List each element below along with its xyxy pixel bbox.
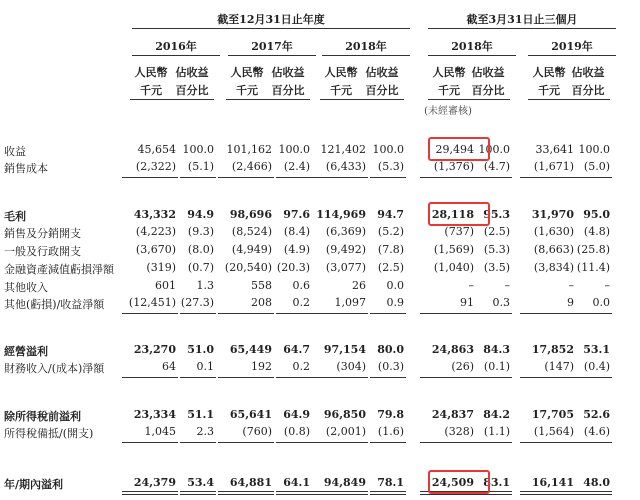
table-cell: 28,118 xyxy=(431,208,474,221)
subtotal-rule xyxy=(370,442,406,443)
subtotal-rule xyxy=(312,177,368,178)
subtotal-rule xyxy=(476,377,512,378)
subtotal-rule xyxy=(218,442,274,443)
column-subheader-pct: 百分比 xyxy=(571,84,605,97)
table-cell: 100.0 xyxy=(372,143,404,156)
table-cell: (25.8) xyxy=(576,243,610,256)
table-cell: (4.6) xyxy=(583,425,610,438)
row-label: 銷售成本 xyxy=(4,162,48,175)
table-cell: (737) xyxy=(444,225,474,238)
column-subheader-rmb: 千元 xyxy=(140,84,162,97)
year-header-2016: 2016年 xyxy=(155,40,197,53)
table-cell: (4,949) xyxy=(231,243,272,256)
table-cell: (9.3) xyxy=(187,225,214,238)
subtotal-rule xyxy=(122,442,178,443)
table-cell: 0.6 xyxy=(292,279,310,292)
row-label: 銷售及分銷開支 xyxy=(4,227,81,240)
table-cell: (20.3) xyxy=(276,261,310,274)
table-cell: (304) xyxy=(336,360,366,373)
column-subheader-rmb: 千元 xyxy=(538,84,560,97)
subtotal-rule xyxy=(276,313,312,314)
subtotal-rule xyxy=(312,377,368,378)
table-cell: (5.3) xyxy=(483,243,510,256)
total-double-rule xyxy=(420,494,476,495)
table-cell: 65,449 xyxy=(229,343,272,356)
subtotal-rule xyxy=(576,313,612,314)
subtotal-rule xyxy=(122,313,178,314)
subtotal-rule xyxy=(420,377,476,378)
column-subheader-pct: 百分比 xyxy=(271,84,305,97)
subtotal-rule xyxy=(576,377,612,378)
table-cell: 100.0 xyxy=(278,143,310,156)
row-label: 除所得稅前溢利 xyxy=(4,410,81,423)
row-label: 一般及行政開支 xyxy=(4,245,81,258)
table-cell: 0.0 xyxy=(386,279,404,292)
column-subheader-underline xyxy=(320,99,366,100)
column-subheader-rmb: 人民幣 xyxy=(432,66,466,79)
table-cell: (9,492) xyxy=(325,243,366,256)
column-subheader-pct: 百分比 xyxy=(175,84,209,97)
column-subheader-pct: 佔收益 xyxy=(175,66,209,79)
period-header-q: 截至3月31日止三個月 xyxy=(466,13,578,26)
highlight-box-gross-profit-2018-q xyxy=(428,202,490,226)
table-cell: 65,641 xyxy=(229,408,272,421)
subtotal-rule xyxy=(520,442,576,443)
highlight-box-profit-2018-q xyxy=(428,470,490,494)
subtotal-rule xyxy=(520,177,576,178)
table-cell: 1.3 xyxy=(196,279,214,292)
year-underline xyxy=(228,55,316,56)
table-cell: (6,433) xyxy=(325,160,366,173)
table-cell: 84.3 xyxy=(483,343,510,356)
table-cell: (1,630) xyxy=(533,225,574,238)
table-cell: 1,045 xyxy=(144,425,176,438)
table-cell: 48.0 xyxy=(583,476,610,489)
table-cell: 0.2 xyxy=(292,296,310,309)
table-cell: 91 xyxy=(460,296,474,309)
table-cell: (27.3) xyxy=(180,296,214,309)
table-cell: 53.4 xyxy=(187,476,214,489)
highlight-box-revenue-2018-q xyxy=(428,137,490,161)
table-cell: (3,670) xyxy=(135,243,176,256)
year-underline xyxy=(428,55,516,56)
total-double-rule xyxy=(276,494,312,495)
table-cell: (11.4) xyxy=(576,261,610,274)
table-cell: 2.3 xyxy=(196,425,214,438)
total-double-rule xyxy=(122,494,178,495)
table-cell: 64.7 xyxy=(283,343,310,356)
table-cell: (1,671) xyxy=(533,160,574,173)
total-double-rule xyxy=(520,491,576,492)
table-cell: (1,564) xyxy=(533,425,574,438)
column-subheader-underline xyxy=(428,99,474,100)
total-double-rule xyxy=(180,491,216,492)
table-cell: (2,001) xyxy=(325,425,366,438)
table-cell: (20,540) xyxy=(224,261,272,274)
subtotal-rule xyxy=(420,313,476,314)
table-cell: 114,969 xyxy=(316,208,366,221)
column-subheader-rmb: 人民幣 xyxy=(230,66,264,79)
table-cell: (5.0) xyxy=(583,160,610,173)
table-cell: 79.8 xyxy=(377,408,404,421)
table-cell: 24,837 xyxy=(431,408,474,421)
subtotal-rule xyxy=(520,313,576,314)
column-subheader-pct: 百分比 xyxy=(471,84,505,97)
table-cell: (2,322) xyxy=(135,160,176,173)
table-cell: (3.5) xyxy=(483,261,510,274)
column-subheader-underline xyxy=(174,99,214,100)
table-cell: 23,334 xyxy=(133,408,176,421)
table-cell: (1,569) xyxy=(433,243,474,256)
table-cell: (2,466) xyxy=(231,160,272,173)
subtotal-rule xyxy=(180,442,216,443)
table-cell: 0.9 xyxy=(386,296,404,309)
table-cell: 64 xyxy=(162,360,176,373)
table-cell: (1,376) xyxy=(433,160,474,173)
column-subheader-pct: 百分比 xyxy=(365,84,399,97)
table-cell: 101,162 xyxy=(226,143,272,156)
total-double-rule xyxy=(370,494,406,495)
subtotal-rule xyxy=(576,442,612,443)
table-cell: (5.3) xyxy=(377,160,404,173)
table-cell: 9 xyxy=(567,296,574,309)
table-cell: (4,223) xyxy=(135,225,176,238)
row-label: 毛利 xyxy=(4,210,26,223)
table-cell: (8.4) xyxy=(283,225,310,238)
year-header-2019-q: 2019年 xyxy=(551,40,593,53)
table-cell: (3,077) xyxy=(325,261,366,274)
table-cell: (2.5) xyxy=(377,261,404,274)
table-cell: 0.1 xyxy=(196,360,214,373)
table-cell: 43,332 xyxy=(133,208,176,221)
column-subheader-underline xyxy=(528,99,574,100)
table-cell: 24,379 xyxy=(133,476,176,489)
table-cell: (4.8) xyxy=(583,225,610,238)
column-subheader-rmb: 千元 xyxy=(438,84,460,97)
table-cell: 121,402 xyxy=(320,143,366,156)
period-header-q-underline xyxy=(428,28,616,29)
table-cell: (4.7) xyxy=(483,160,510,173)
subtotal-rule xyxy=(276,177,312,178)
table-cell: (8,663) xyxy=(533,243,574,256)
subtotal-rule xyxy=(276,442,312,443)
table-cell: 53.1 xyxy=(583,343,610,356)
table-cell: 95.3 xyxy=(483,208,510,221)
table-cell: (26) xyxy=(451,360,474,373)
table-cell: 1,097 xyxy=(334,296,366,309)
subtotal-rule xyxy=(276,377,312,378)
subtotal-rule xyxy=(420,177,476,178)
table-cell: 24,863 xyxy=(431,343,474,356)
table-cell: (7.8) xyxy=(377,243,404,256)
column-subheader-pct: 佔收益 xyxy=(365,66,399,79)
subtotal-rule xyxy=(122,177,178,178)
table-cell: 17,852 xyxy=(531,343,574,356)
subtotal-rule xyxy=(370,177,406,178)
table-cell: 97,154 xyxy=(323,343,366,356)
row-label: 收益 xyxy=(4,145,26,158)
table-cell: (0.4) xyxy=(583,360,610,373)
total-double-rule xyxy=(576,494,612,495)
subtotal-rule xyxy=(476,177,512,178)
subtotal-rule xyxy=(122,377,178,378)
table-cell: (0.8) xyxy=(283,425,310,438)
table-cell: 31,970 xyxy=(531,208,574,221)
row-label: 金融資產減值虧損淨額 xyxy=(4,263,114,276)
column-subheader-underline xyxy=(364,99,404,100)
table-cell: 33,641 xyxy=(535,143,574,156)
subtotal-rule xyxy=(476,313,512,314)
year-header-2017: 2017年 xyxy=(251,40,293,53)
table-cell: 78.1 xyxy=(377,476,404,489)
subtotal-rule xyxy=(520,377,576,378)
table-cell: (0.3) xyxy=(377,360,404,373)
table-cell: 0.2 xyxy=(292,360,310,373)
row-label: 財務收入/(成本)淨額 xyxy=(4,362,105,375)
total-double-rule xyxy=(218,491,274,492)
table-cell: 94.9 xyxy=(187,208,214,221)
table-cell: 51.1 xyxy=(187,408,214,421)
table-cell: – xyxy=(568,279,574,292)
column-subheader-underline xyxy=(270,99,310,100)
column-subheader-pct: 佔收益 xyxy=(571,66,605,79)
subtotal-rule xyxy=(180,377,216,378)
subtotal-rule xyxy=(370,377,406,378)
table-cell: 100.0 xyxy=(578,143,610,156)
table-cell: 100.0 xyxy=(182,143,214,156)
subtotal-rule xyxy=(420,442,476,443)
subtotal-rule xyxy=(576,177,612,178)
table-cell: (1.1) xyxy=(483,425,510,438)
table-cell: (328) xyxy=(444,425,474,438)
table-cell: 192 xyxy=(251,360,272,373)
table-cell: 208 xyxy=(251,296,272,309)
table-cell: 64.1 xyxy=(283,476,310,489)
period-header-fy: 截至12月31日止年度 xyxy=(217,13,325,26)
column-subheader-underline xyxy=(570,99,610,100)
table-cell: (1.6) xyxy=(377,425,404,438)
year-header-2018: 2018年 xyxy=(345,40,387,53)
table-cell: 17,705 xyxy=(531,408,574,421)
table-cell: 29,494 xyxy=(435,143,474,156)
table-cell: (8.0) xyxy=(187,243,214,256)
table-cell: 64,881 xyxy=(229,476,272,489)
table-cell: 45,654 xyxy=(137,143,176,156)
table-cell: – xyxy=(468,279,474,292)
column-subheader-rmb: 千元 xyxy=(330,84,352,97)
table-cell: 0.3 xyxy=(492,296,510,309)
table-cell: 94,849 xyxy=(323,476,366,489)
total-double-rule xyxy=(520,494,576,495)
column-subheader-rmb: 人民幣 xyxy=(532,66,566,79)
table-cell: 80.0 xyxy=(377,343,404,356)
total-double-rule xyxy=(576,491,612,492)
subtotal-rule xyxy=(476,442,512,443)
subtotal-rule xyxy=(180,177,216,178)
table-cell: – xyxy=(504,279,510,292)
total-double-rule xyxy=(476,494,512,495)
table-cell: (6,369) xyxy=(325,225,366,238)
table-cell: (147) xyxy=(544,360,574,373)
table-cell: (8,524) xyxy=(231,225,272,238)
table-cell: 83.1 xyxy=(483,476,510,489)
total-double-rule xyxy=(218,494,274,495)
table-cell: – xyxy=(604,279,610,292)
total-double-rule xyxy=(370,491,406,492)
table-cell: 94.7 xyxy=(377,208,404,221)
column-subheader-underline xyxy=(226,99,272,100)
table-cell: 16,141 xyxy=(531,476,574,489)
table-cell: 23,270 xyxy=(133,343,176,356)
table-cell: (12,451) xyxy=(128,296,176,309)
table-cell: 98,696 xyxy=(229,208,272,221)
table-cell: (1,040) xyxy=(433,261,474,274)
year-underline xyxy=(528,55,616,56)
column-subheader-underline xyxy=(470,99,510,100)
table-cell: 24,509 xyxy=(431,476,474,489)
column-subheader-underline xyxy=(130,99,176,100)
row-label: 經營溢利 xyxy=(4,345,48,358)
total-double-rule xyxy=(180,494,216,495)
table-cell: 0.0 xyxy=(592,296,610,309)
column-subheader-rmb: 千元 xyxy=(236,84,258,97)
year-underline xyxy=(132,55,220,56)
year-underline xyxy=(322,55,410,56)
table-cell: (760) xyxy=(242,425,272,438)
table-cell: (2.4) xyxy=(283,160,310,173)
table-cell: 96,850 xyxy=(323,408,366,421)
column-subheader-rmb: 人民幣 xyxy=(134,66,168,79)
table-cell: 52.6 xyxy=(583,408,610,421)
table-cell: (4.9) xyxy=(283,243,310,256)
year-header-2018-q: 2018年 xyxy=(451,40,493,53)
table-cell: 95.0 xyxy=(583,208,610,221)
table-cell: 51.0 xyxy=(187,343,214,356)
total-double-rule xyxy=(122,491,178,492)
table-cell: 97.6 xyxy=(283,208,310,221)
table-cell: 64.9 xyxy=(283,408,310,421)
table-cell: 84.2 xyxy=(483,408,510,421)
table-cell: (3,834) xyxy=(533,261,574,274)
subtotal-rule xyxy=(312,313,368,314)
row-label: 其他(虧損)/收益淨額 xyxy=(4,298,105,311)
table-cell: 100.0 xyxy=(478,143,510,156)
table-cell: 601 xyxy=(155,279,176,292)
column-subheader-pct: 佔收益 xyxy=(471,66,505,79)
total-double-rule xyxy=(312,494,368,495)
row-label: 年/期內溢利 xyxy=(4,478,64,491)
column-subheader-pct: 佔收益 xyxy=(271,66,305,79)
row-label: 其他收入 xyxy=(4,281,48,294)
subtotal-rule xyxy=(218,377,274,378)
period-header-fy-underline xyxy=(132,28,410,29)
table-cell: (5.2) xyxy=(377,225,404,238)
subtotal-rule xyxy=(218,177,274,178)
column-subheader-rmb: 人民幣 xyxy=(324,66,358,79)
unaudited-note: (未經審核) xyxy=(424,106,472,117)
table-cell: 26 xyxy=(352,279,366,292)
table-cell: (0.7) xyxy=(187,261,214,274)
subtotal-rule xyxy=(218,313,274,314)
total-double-rule xyxy=(312,491,368,492)
subtotal-rule xyxy=(180,313,216,314)
subtotal-rule xyxy=(370,313,406,314)
table-cell: (0.1) xyxy=(483,360,510,373)
subtotal-rule xyxy=(312,442,368,443)
total-double-rule xyxy=(276,491,312,492)
table-cell: (319) xyxy=(146,261,176,274)
table-cell: (5.1) xyxy=(187,160,214,173)
table-cell: (2.5) xyxy=(483,225,510,238)
row-label: 所得稅備抵/(開支) xyxy=(4,427,94,440)
table-cell: 558 xyxy=(251,279,272,292)
